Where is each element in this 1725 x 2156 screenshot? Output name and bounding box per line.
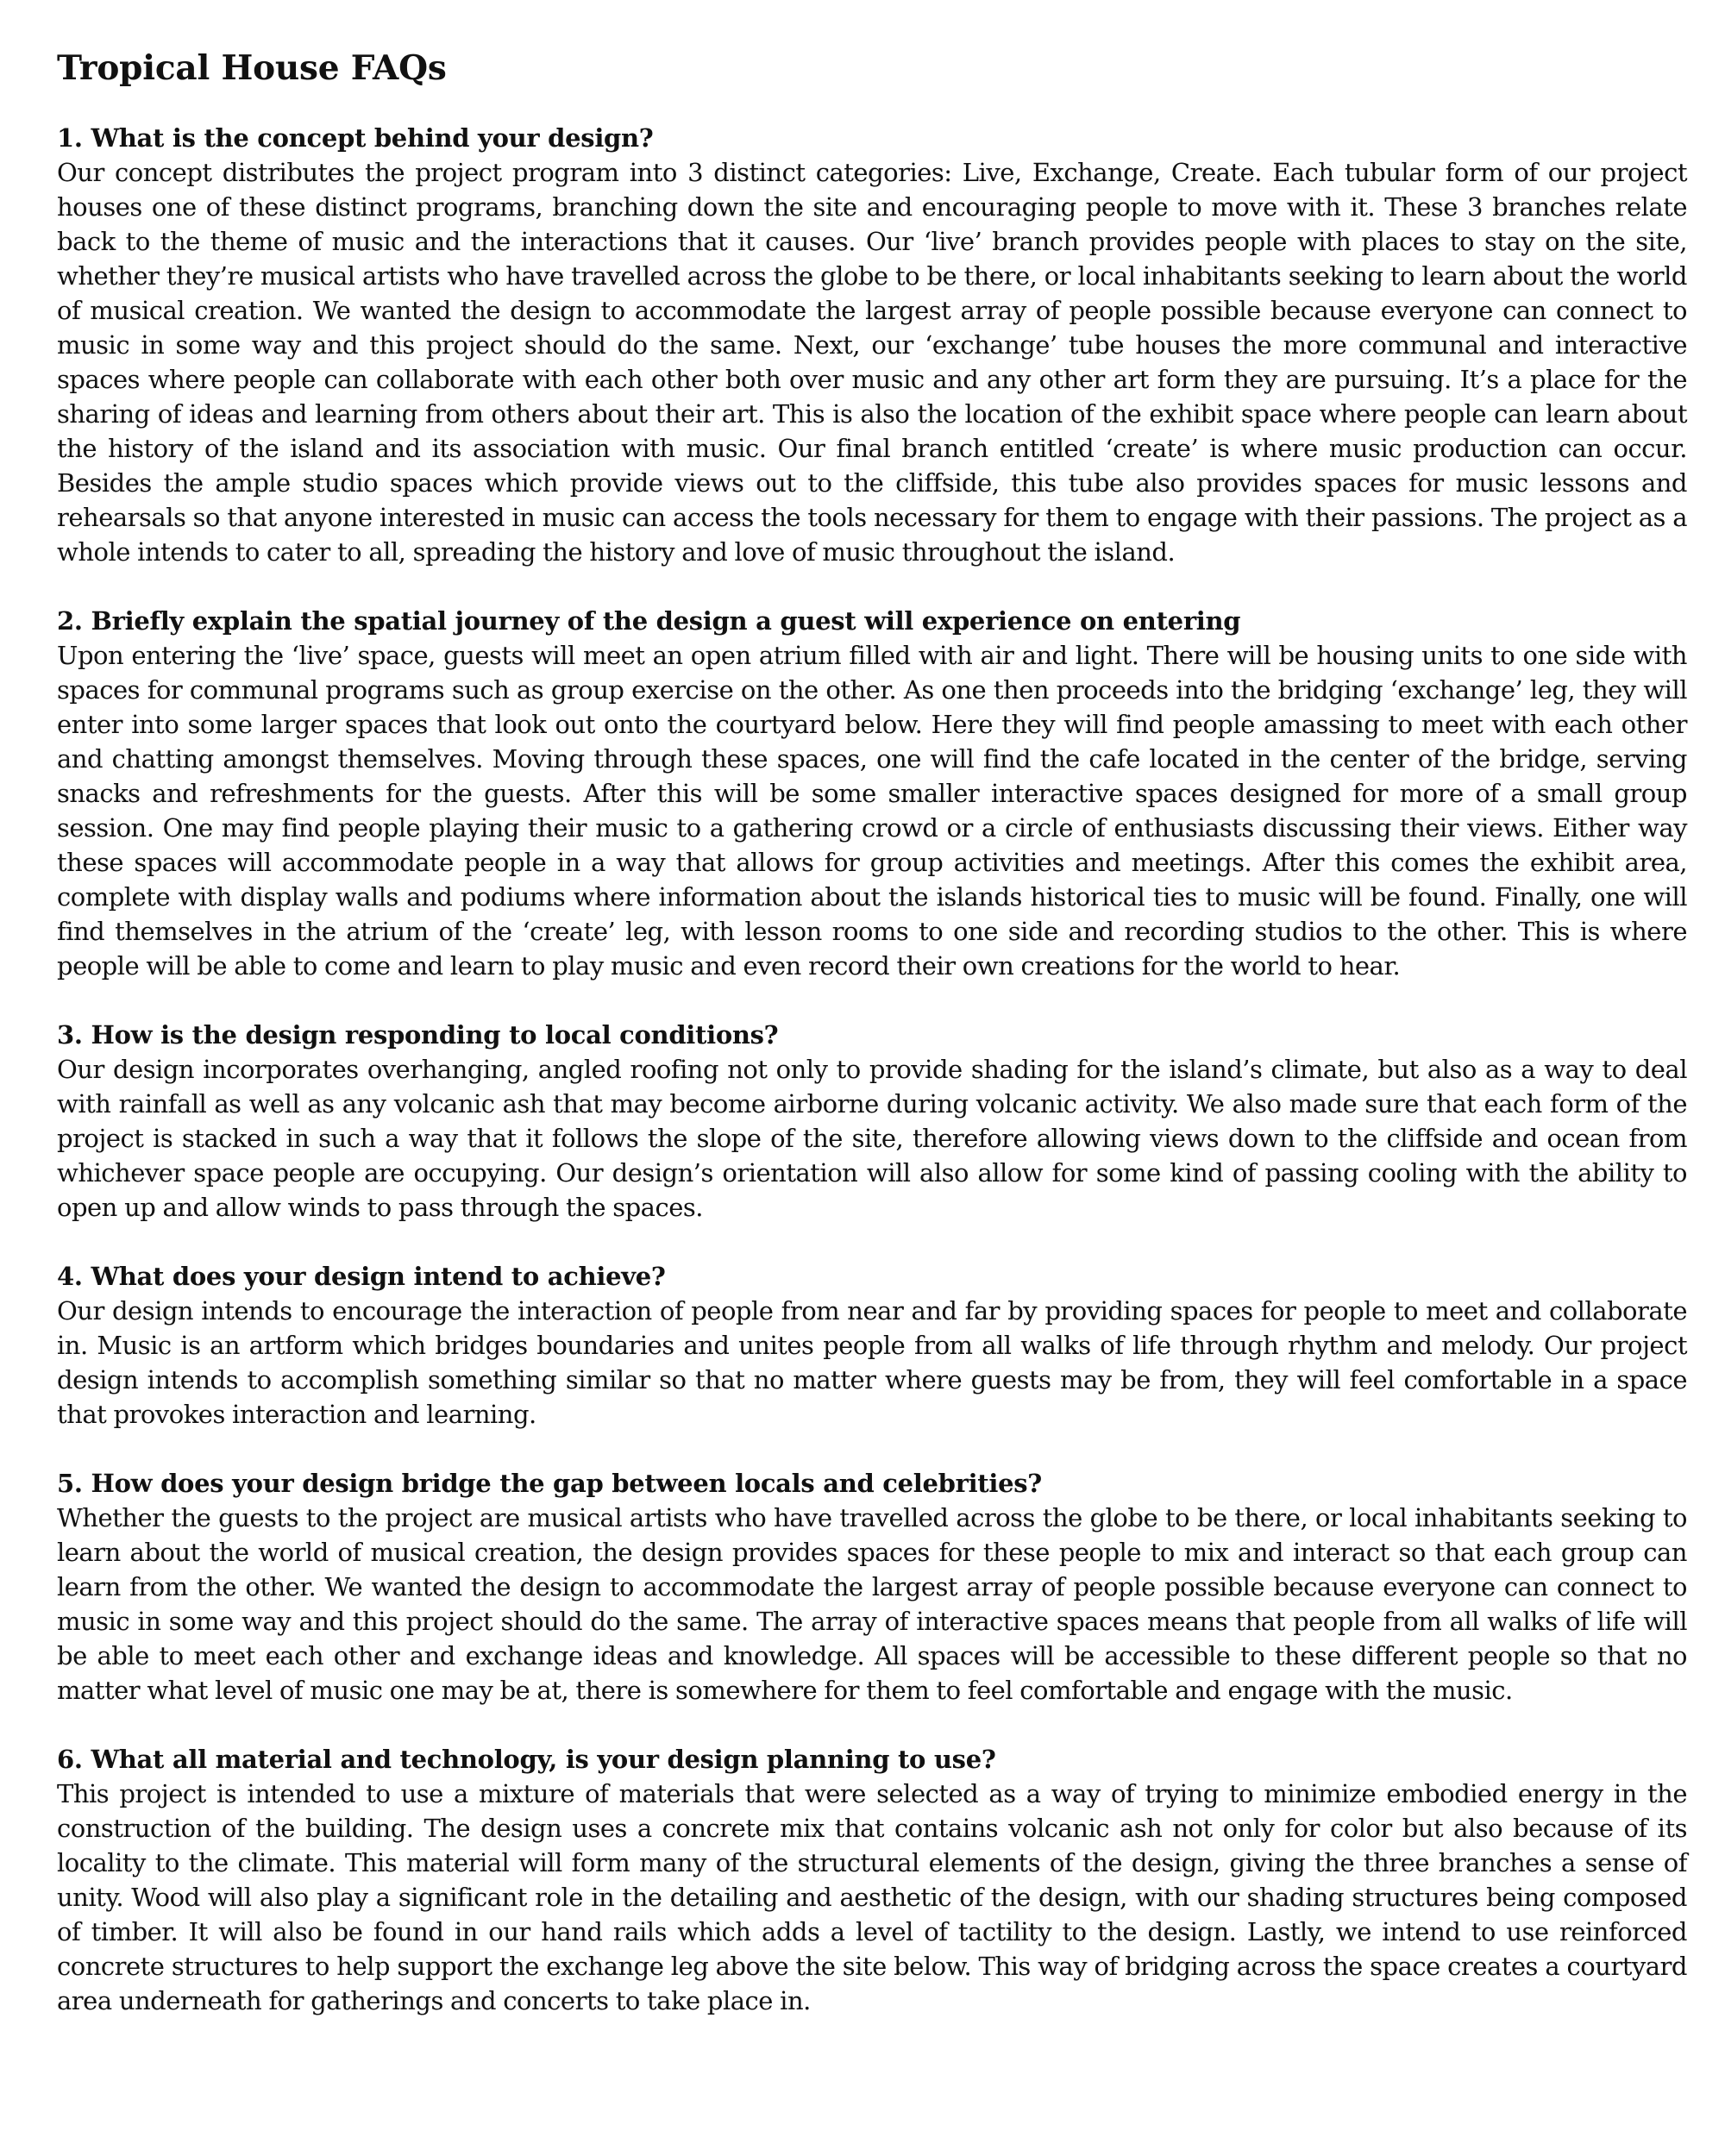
faq-answer: Whether the guests to the project are musical artists who have travelled across the globe to be there, or local inhabitants seeking to learn about the world of musical creation, the design provides spaces for these people to mix and interact so that each group can learn from the other. We wanted the design to accommodate the largest array of people possible because everyone can connect to music in some way and this project should do the same. The array of interactive spaces means that people from all walks of life will be able to meet each other and exchange ideas and knowledge. All spaces will be accessible to these different people so that no matter what level of music one may be at, there is somewhere for them to feel comfortable and engage with the music. (57, 1503, 1687, 1705)
faq-item-spatial-journey (57, 604, 1687, 983)
faq-item-materials (57, 1742, 1687, 2018)
faq-answer: This project is intended to use a mixture of materials that were selected as a way of trying to minimize embodied energy in the construction of the building. The design uses a concrete mix that contains volcanic ash not only for color but also because of its locality to the climate. This material will form many of the structural elements of the design, giving the three branches a sense of unity. Wood will also play a significant role in the detailing and aesthetic of the design, with our shading structures being composed of timber. It will also be found in our hand rails which adds a level of tactility to the design. Lastly, we intend to use reinforced concrete structures to help support the exchange leg above the site below. This way of bridging across the space creates a courtyard area underneath for gatherings and concerts to take place in. (57, 1779, 1687, 2015)
faq-answer: Upon entering the ‘live’ space, guests will meet an open atrium filled with air and light. There will be housing units to one side with spaces for communal programs such as group exercise on the other. As one then proceeds into the bridging ‘exchange’ leg, they will enter into some larger spaces that look out onto the courtyard below. Here they will find people amassing to meet with each other and chatting amongst themselves. Moving through these spaces, one will find the cafe located in the center of the bridge, serving snacks and refreshments for the guests. After this will be some smaller interactive spaces designed for more of a small group session. One may find people playing their music to a gathering crowd or a circle of enthusiasts discussing their views. Either way these spaces will accommodate people in a way that allows for group activities and meetings. After this comes the exhibit area, complete with display walls and podiums where information about the islands historical ties to music will be found. Finally, one will find themselves in the atrium of the ‘create’ leg, with lesson rooms to one side and recording studios to the other. This is where people will be able to come and learn to play music and even record their own creations for the world to hear. (57, 641, 1687, 981)
faq-document (57, 45, 1687, 2053)
faq-answer: Our concept distributes the project program into 3 distinct categories: Live, Exchange, Create. Each tubular form of our project houses one of these distinct programs, branching down the site and encouraging people to move with it. These 3 branches relate back to the theme of music and the interactions that it causes. Our ‘live’ branch provides people with places to stay on the site, whether they’re musical artists who have travelled across the globe to be there, or local inhabitants seeking to learn about the world of musical creation. We wanted the design to accommodate the largest array of people possible because everyone can connect to music in some way and this project should do the same. Next, our ‘exchange’ tube houses the more communal and interactive spaces where people can collaborate with each other both over music and any other art form they are pursuing. It’s a place for the sharing of ideas and learning from others about their art. This is also the location of the exhibit space where people can learn about the history of the island and its association with music. Our final branch entitled ‘create’ is where music production can occur. Besides the ample studio spaces which provide views out to the cliffside, this tube also provides spaces for music lessons and rehearsals so that anyone interested in music can access the tools necessary for them to engage with their passions. The project as a whole intends to cater to all, spreading the history and love of music throughout the island. (57, 158, 1687, 567)
faq-question: 1. What is the concept behind your design? (57, 123, 654, 153)
page-title: Tropical House FAQs (57, 48, 447, 88)
faq-question: 5. How does your design bridge the gap between locals and celebrities? (57, 1469, 1042, 1498)
faq-item-local-conditions (57, 1018, 1687, 1225)
faq-question: 2. Briefly explain the spatial journey of the design a guest will experience on entering (57, 606, 1241, 636)
faq-question: 3. How is the design responding to local conditions? (57, 1020, 779, 1050)
faq-answer: Our design intends to encourage the interaction of people from near and far by providing spaces for people to meet and collaborate in. Music is an artform which bridges boundaries and unites people from all walks of life through rhythm and melody. Our project design intends to accomplish something similar so that no matter where guests may be from, they will feel comfortable in a space that provokes interaction and learning. (57, 1296, 1687, 1429)
faq-item-locals-celebrities (57, 1466, 1687, 1708)
faq-question: 6. What all material and technology, is your design planning to use? (57, 1745, 996, 1774)
faq-item-intent (57, 1259, 1687, 1432)
faq-answer: Our design incorporates overhanging, angled roofing not only to provide shading for the island’s climate, but also as a way to deal with rainfall as well as any volcanic ash that may become airborne during volcanic activity. We also made sure that each form of the project is stacked in such a way that it follows the slope of the site, therefore allowing views down to the cliffside and ocean from whichever space people are occupying. Our design’s orientation will also allow for some kind of passing cooling with the ability to open up and allow winds to pass through the spaces. (57, 1055, 1687, 1222)
faq-item-concept (57, 121, 1687, 569)
faq-question: 4. What does your design intend to achieve? (57, 1262, 666, 1291)
